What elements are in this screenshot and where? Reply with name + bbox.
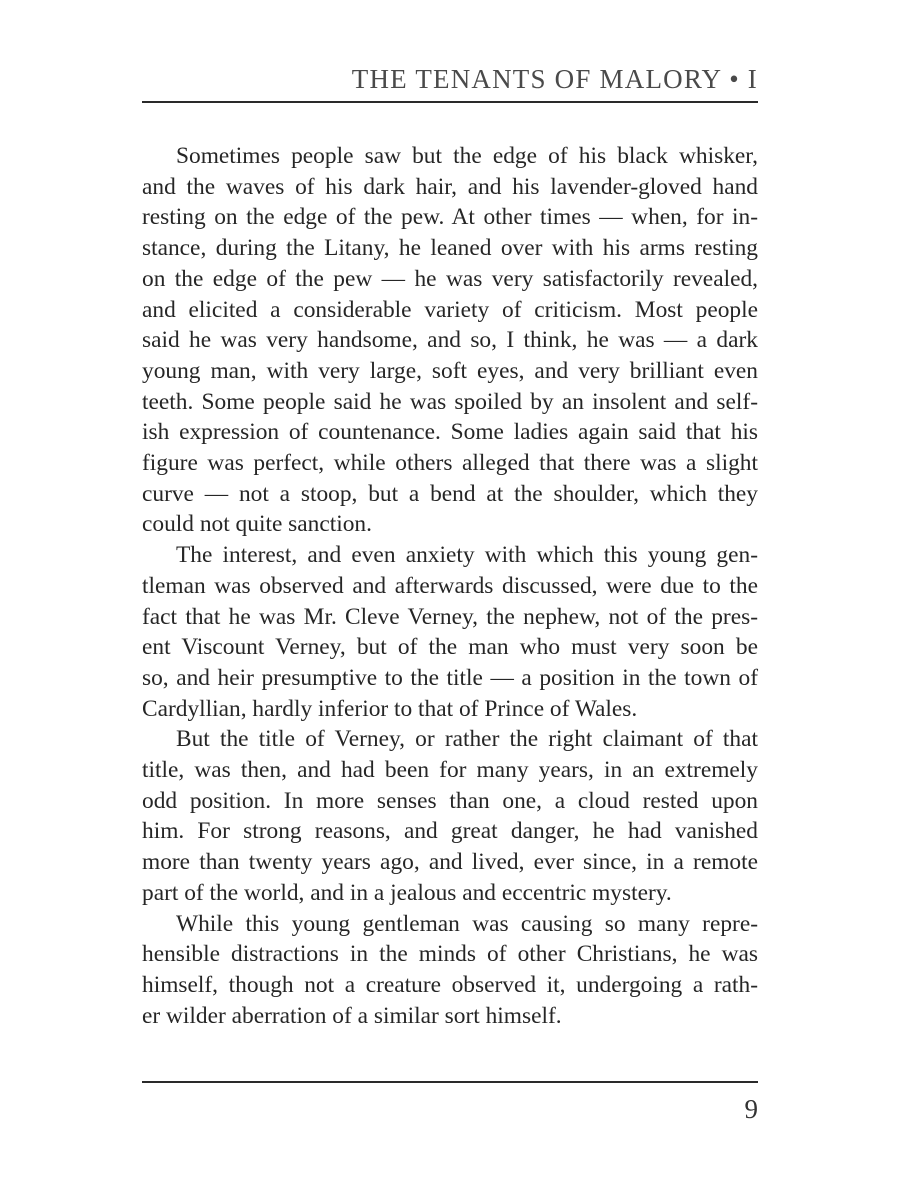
text-line: stance, during the Litany, he leaned over with his arms resting [142, 235, 758, 262]
text-line: hensible distractions in the minds of other Christians, he was [142, 941, 758, 968]
text-line: While this young gentleman was causing so many repre- [176, 910, 758, 937]
paragraph [142, 909, 758, 1032]
text-line: and the waves of his dark hair, and his lavender-gloved hand [142, 173, 758, 200]
text-line: But the title of Verney, or rather the right claimant of that [176, 726, 758, 753]
text-line: odd position. In more senses than one, a cloud rested upon [142, 787, 758, 814]
paragraph [142, 540, 758, 724]
text-line: The interest, and even anxiety with which this young gen- [176, 542, 758, 569]
page-number: 9 [744, 1094, 758, 1124]
text-line: ent Viscount Verney, but of the man who must very soon be [142, 634, 758, 661]
text-line: him. For strong reasons, and great danger, he had vanished [142, 818, 758, 845]
header-rule [142, 101, 758, 103]
text-line: figure was perfect, while others alleged that there was a slight [142, 450, 758, 477]
text-line: curve — not a stoop, but a bend at the shoulder, which they [142, 480, 758, 507]
paragraph [142, 141, 758, 540]
text-line: tleman was observed and afterwards discussed, were due to the [142, 572, 758, 599]
text-line: ish expression of countenance. Some ladies again said that his [142, 419, 758, 446]
text-line: Cardyllian, hardly inferior to that of Prince of Wales. [142, 695, 638, 722]
text-line: title, was then, and had been for many years, in an extremely [142, 757, 758, 784]
text-line: young man, with very large, soft eyes, and very brilliant even [142, 357, 758, 384]
running-header [142, 62, 758, 102]
text-line: more than twenty years ago, and lived, ever since, in a remote [142, 849, 758, 876]
paragraph [142, 724, 758, 908]
text-line: Sometimes people saw but the edge of his black whisker, [176, 143, 758, 169]
text-line: said he was very handsome, and so, I think, he was — a dark [142, 327, 758, 354]
text-line: resting on the edge of the pew. At other times — when, for in- [142, 204, 758, 231]
text-line: himself, though not a creature observed it, undergoing a rath- [142, 971, 758, 998]
text-line: so, and heir presumptive to the title — a position in the town of [142, 664, 758, 691]
text-line: could not quite sanction. [142, 511, 372, 538]
footer-rule [142, 1081, 758, 1083]
text-line: on the edge of the pew — he was very satisfactorily revealed, [142, 265, 758, 292]
body-text [142, 141, 758, 1031]
text-line: and elicited a considerable variety of criticism. Most people [142, 296, 758, 323]
text-line: fact that he was Mr. Cleve Verney, the nephew, not of the pres- [142, 603, 758, 630]
text-line: teeth. Some people said he was spoiled by an insolent and self- [142, 388, 758, 415]
running-title: THE TENANTS OF MALORY • I [351, 64, 758, 94]
text-line: er wilder aberration of a similar sort himself. [142, 1002, 562, 1029]
text-line: part of the world, and in a jealous and eccentric mystery. [142, 879, 672, 906]
